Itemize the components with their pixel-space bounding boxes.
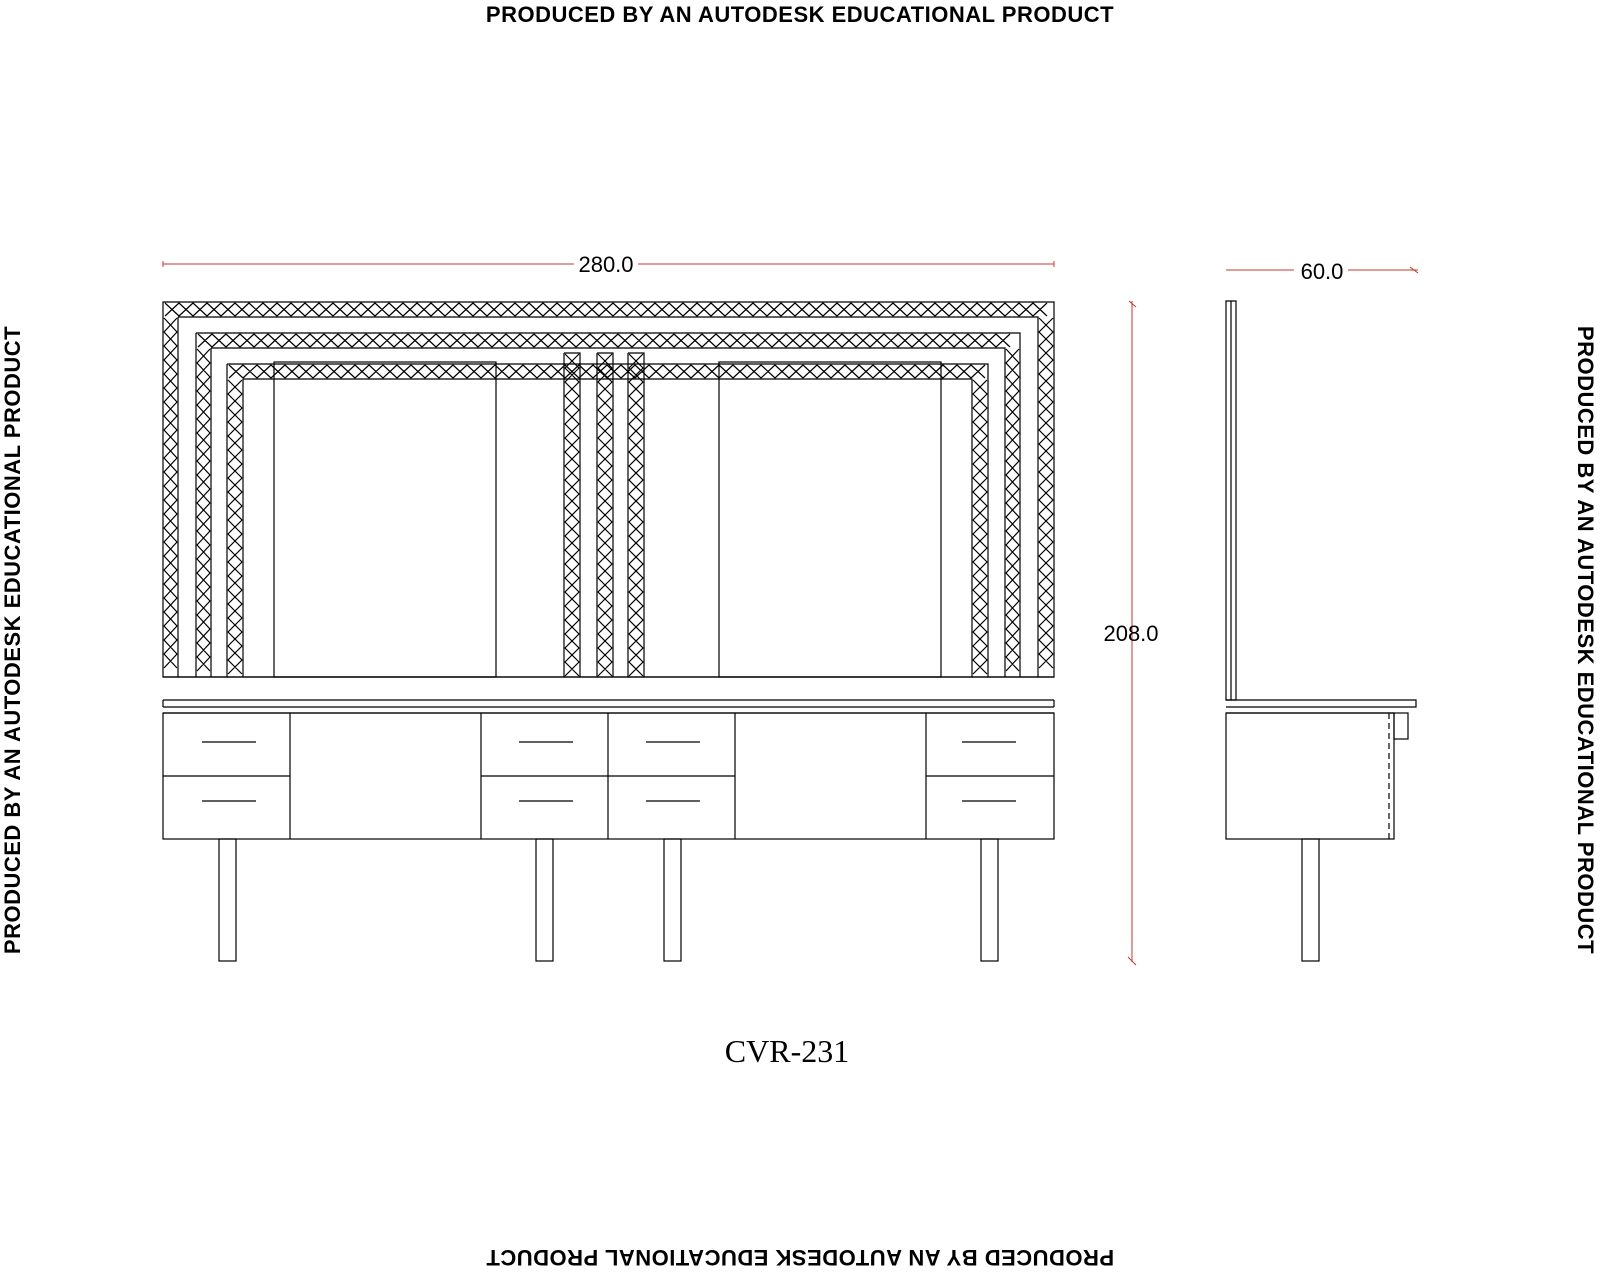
side-elevation — [1226, 301, 1416, 961]
dimension-width — [163, 252, 1054, 277]
watermark-right: PRODUCED BY AN AUTODESK EDUCATIONAL PRODUCT — [1573, 325, 1598, 955]
right-mirror — [719, 362, 941, 677]
drawer-handles — [202, 742, 1016, 801]
watermark-bottom: PRODUCED BY AN AUTODESK EDUCATIONAL PRODUCT — [485, 1245, 1115, 1270]
countertop — [163, 677, 1054, 707]
dimension-depth — [1226, 259, 1418, 284]
watermark-top: PRODUCED BY AN AUTODESK EDUCATIONAL PRODUCT — [485, 2, 1115, 27]
front-elevation — [163, 302, 1054, 961]
width-label: 280.0 — [578, 252, 634, 277]
dimension-height — [1098, 301, 1166, 965]
mirror-frame — [163, 302, 1054, 677]
watermark-left: PRODUCED BY AN AUTODESK EDUCATIONAL PRODUCT — [0, 325, 25, 955]
hatch-pattern — [164, 303, 1053, 676]
left-mirror — [274, 362, 496, 677]
legs — [219, 839, 998, 961]
height-label: 208.0 — [1103, 621, 1159, 646]
depth-label: 60.0 — [1300, 259, 1344, 284]
drawing-code: CVR-231 — [724, 1033, 850, 1069]
